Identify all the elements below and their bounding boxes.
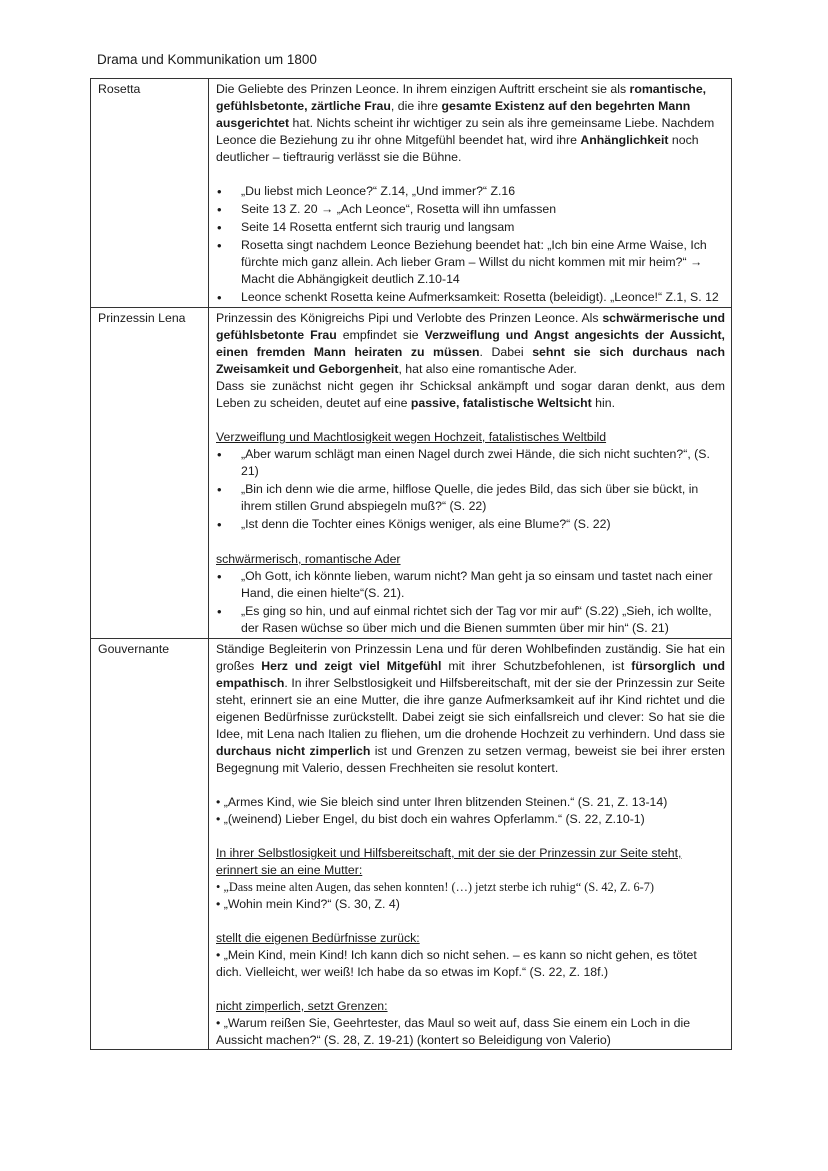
quote-list: [216, 446, 725, 533]
list-item: • „Bin ich denn wie die arme, hilflose Quelle, die jedes Bild, das sich über sie bückt, in ihrem stillen Grund abspiegeln muß?“ (S. 22): [216, 481, 725, 515]
list-item: • „Es ging so hin, und auf einmal richtet sich der Tag vor mir auf“ (S.22) „Sieh, ich wollte, der Rasen wüchse so über mich und die Bienen summten über mir hin“ (S. 21): [216, 603, 725, 637]
description-paragraph: Die Geliebte des Prinzen Leonce. In ihrem einzigen Auftritt erscheint sie als romantische, gefühlsbetonte, zärtliche Frau, die ihre gesamte Existenz auf den begehrten Mann ausgerichtet hat. Nichts scheint ihr wichtiger zu sein als ihre gemeinsame Liebe. Nachdem Leonce die Beziehung zu ihr ohne Mitgefühl beendet hat, wird ihre Anhänglichkeit noch deutlicher – tieftraurig verlässt sie die Bühne.: [216, 82, 715, 164]
section-heading: nicht zimperlich, setzt Grenzen:: [216, 999, 388, 1013]
character-description: [209, 79, 732, 308]
section-heading: schwärmerisch, romantische Ader: [216, 552, 401, 566]
character-description: [209, 308, 732, 639]
quote-line: • „Armes Kind, wie Sie bleich sind unter Ihren blitzenden Steinen.“ (S. 21, Z. 13-14): [216, 795, 668, 809]
table-row-rosetta: [91, 79, 732, 308]
table-row-lena: [91, 308, 732, 639]
section-heading: stellt die eigenen Bedürfnisse zurück:: [216, 931, 420, 945]
list-item: • „Oh Gott, ich könnte lieben, warum nicht? Man geht ja so einsam und tastet nach einer Hand, die einen hielte“(S. 21).: [216, 568, 725, 602]
quote-line: • „Warum reißen Sie, Geehrtester, das Maul so weit auf, dass Sie einem ein Loch in die Aussicht machen?“ (S. 28, Z. 19-21) (kontert so Beleidigung von Valerio): [216, 1016, 691, 1047]
list-item: • Leonce schenkt Rosetta keine Aufmerksamkeit: Rosetta (beleidigt). „Leonce!“ Z.1, S. 12: [216, 289, 725, 306]
character-name: Prinzessin Lena: [91, 308, 209, 639]
quote-line: • „Dass meine alten Augen, das sehen konnten! (…) jetzt sterbe ich ruhig“ (S. 42, Z. 6-7): [216, 880, 654, 894]
description-paragraph: Dass sie zunächst nicht gegen ihr Schicksal ankämpft und sogar daran denkt, aus dem Leben zu scheiden, deutet auf eine passive, fatalistische Weltsicht hin.: [216, 379, 725, 410]
list-item: • „Ist denn die Tochter eines Königs weniger, als eine Blume?“ (S. 22): [216, 516, 725, 533]
quote-line: • „Mein Kind, mein Kind! Ich kann dich so nicht sehen. – es kann so nicht gehen, es tötet dich. Vielleicht, wer weiß! Ich habe da so etwas im Kopf.“ (S. 22, Z. 18f.): [216, 948, 697, 979]
section-heading: In ihrer Selbstlosigkeit und Hilfsbereitschaft, mit der sie der Prinzessin zur Seite steht, erinnert sie an eine Mutter:: [216, 846, 682, 877]
character-name: Rosetta: [91, 79, 209, 308]
quote-line: • „(weinend) Lieber Engel, du bist doch ein wahres Opferlamm.“ (S. 22, Z.10-1): [216, 812, 645, 826]
quote-list: [216, 568, 725, 637]
page-header: Drama und Kommunikation um 1800: [97, 52, 317, 67]
list-item: • Seite 14 Rosetta entfernt sich traurig und langsam: [216, 219, 725, 236]
description-paragraph: Ständige Begleiterin von Prinzessin Lena und für deren Wohlbefinden zuständig. Sie hat ein großes Herz und zeigt viel Mitgefühl mit ihrer Schutzbefohlenen, ist fürsorglich und empathisch. In ihrer Selbstlosigkeit und Hilfsbereitschaft, mit der sie der Prinzessin zur Seite steht, erinnert sie an eine Mutter, die ihre ganze Aufmerksamkeit auf ihr Kind richtet und die eigenen Bedürfnisse zurückstellt. Dabei zeigt sie sich einfallsreich und clever: So hat sie die Idee, mit Lena nach Italien zu fliehen, um die drohende Hochzeit zu verhindern. Und dass sie durchaus nicht zimperlich ist und Grenzen zu setzen vermag, beweist sie bei ihrer ersten Begegnung mit Valerio, dessen Frechheiten sie resolut kontert.: [216, 642, 726, 775]
list-item: • Rosetta singt nachdem Leonce Beziehung beendet hat: „Ich bin eine Arme Waise, Ich fürchte mich ganz allein. Ach lieber Gram – Willst du nicht kommen mit mir heim?“ → Macht die Abhängigkeit deutlich Z.10-14: [216, 237, 725, 288]
list-item: • „Du liebst mich Leonce?“ Z.14, „Und immer?“ Z.16: [216, 183, 725, 200]
list-item: • „Aber warum schlägt man einen Nagel durch zwei Hände, die sich nicht suchten?“, (S. 21): [216, 446, 725, 480]
quote-list: [216, 183, 725, 306]
character-table: [90, 78, 732, 1050]
quote-line: • „Wohin mein Kind?“ (S. 30, Z. 4): [216, 897, 400, 911]
character-name: Gouvernante: [91, 639, 209, 1050]
list-item: • Seite 13 Z. 20 → „Ach Leonce“, Rosetta will ihn umfassen: [216, 201, 725, 218]
description-paragraph: Prinzessin des Königreichs Pipi und Verlobte des Prinzen Leonce. Als schwärmerische und gefühlsbetonte Frau empfindet sie Verzweiflung und Angst angesichts der Aussicht, einen fremden Mann heiraten zu müssen. Dabei sehnt sie sich durchaus nach Zweisamkeit und Geborgenheit, hat also eine romantische Ader.: [216, 311, 725, 376]
section-heading: Verzweiflung und Machtlosigkeit wegen Hochzeit, fatalistisches Weltbild: [216, 430, 607, 444]
table-row-gouvernante: [91, 639, 732, 1050]
character-description: [209, 639, 732, 1050]
